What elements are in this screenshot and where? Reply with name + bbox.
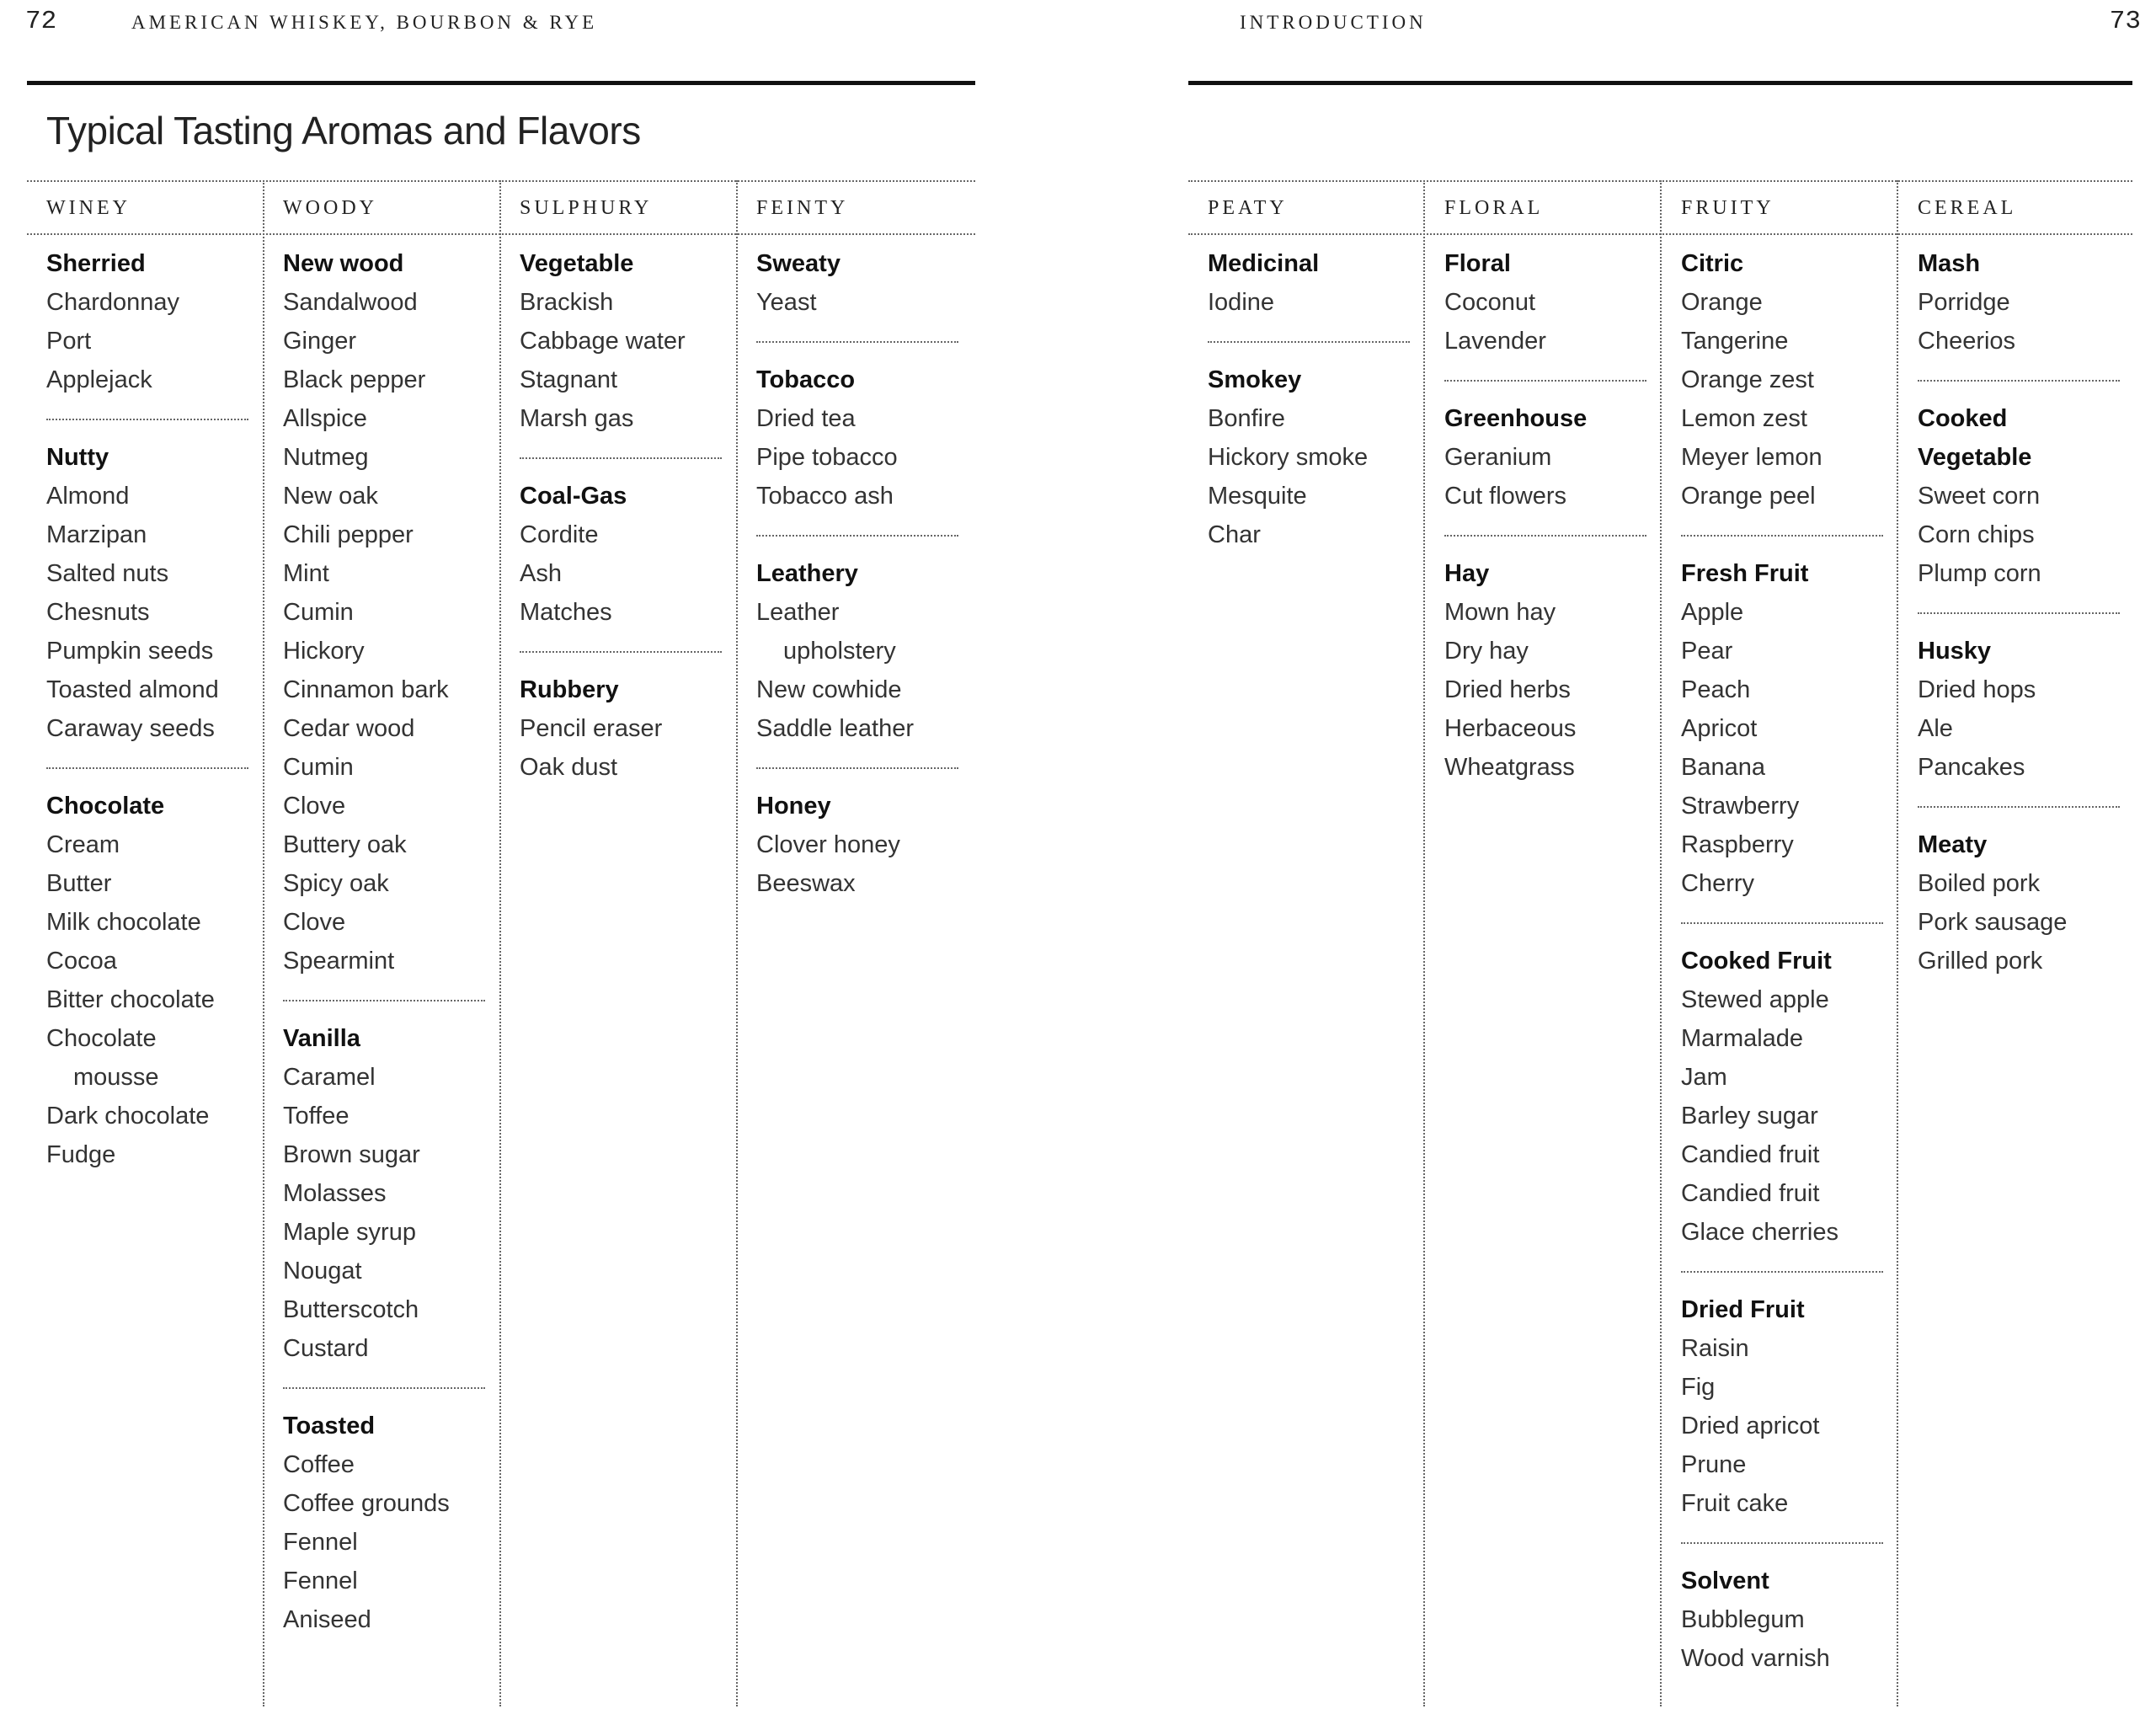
flavor-item: Ale (1918, 715, 1953, 742)
flavor-item: Fennel (283, 1529, 358, 1556)
group-separator (1444, 380, 1646, 382)
flavor-item: Candied fruit (1681, 1141, 1820, 1168)
right-page-number: 73 (2109, 7, 2141, 36)
left-top-rule (27, 81, 975, 85)
flavor-item: Chardonnay (46, 289, 179, 316)
flavor-item: Spicy oak (283, 870, 389, 897)
group-title: Husky (1918, 638, 1992, 665)
column-divider (1423, 180, 1425, 1706)
flavor-item: New oak (283, 483, 378, 510)
flavor-item: Cedar wood (283, 715, 415, 742)
group-separator (1681, 1542, 1883, 1544)
column-sulphury (520, 244, 722, 787)
flavor-group (1444, 244, 1646, 360)
flavor-item: Clover honey (756, 831, 900, 858)
flavor-group (1681, 1562, 1883, 1678)
flavor-item: Leather (756, 599, 840, 626)
flavor-item: Wheatgrass (1444, 754, 1575, 781)
flavor-item: Coffee grounds (283, 1490, 450, 1517)
group-title: Sherried (46, 250, 146, 277)
flavor-item: upholstery (783, 638, 896, 665)
column-woody (283, 244, 485, 1639)
flavor-item: Caraway seeds (46, 715, 215, 742)
flavor-group (1918, 825, 2120, 980)
group-title: Toasted (283, 1413, 376, 1439)
flavor-item: Butter (46, 870, 112, 897)
column-floral (1444, 244, 1646, 787)
flavor-item: Butterscotch (283, 1296, 419, 1323)
group-title: Honey (756, 793, 831, 820)
flavor-item: Pancakes (1918, 754, 2025, 781)
group-separator (283, 1000, 485, 1001)
flavor-item: Grilled pork (1918, 948, 2043, 975)
right-top-rule (1188, 81, 2132, 85)
flavor-item: Apple (1681, 599, 1744, 626)
left-page-number: 72 (25, 7, 57, 36)
group-separator (1681, 1271, 1883, 1273)
group-title: Greenhouse (1444, 405, 1588, 432)
flavor-item: Milk chocolate (46, 909, 201, 936)
flavor-group (283, 1407, 485, 1639)
group-separator (46, 767, 248, 769)
flavor-group (520, 670, 722, 787)
flavor-item: Matches (520, 599, 612, 626)
group-title: Floral (1444, 250, 1511, 277)
flavor-item: Chesnuts (46, 599, 150, 626)
column-header-feinty: FEINTY (756, 197, 849, 219)
group-separator (756, 767, 958, 769)
flavor-item: Bubblegum (1681, 1606, 1805, 1633)
group-title: Medicinal (1208, 250, 1320, 277)
column-peaty (1208, 244, 1410, 554)
flavor-item: Black pepper (283, 366, 426, 393)
group-title: Citric (1681, 250, 1744, 277)
group-title: Meaty (1918, 831, 1988, 858)
flavor-item: Applejack (46, 366, 152, 393)
flavor-group (1208, 360, 1410, 554)
group-title: Fresh Fruit (1681, 560, 1809, 587)
flavor-item: New cowhide (756, 676, 902, 703)
flavor-item: Raisin (1681, 1335, 1749, 1362)
flavor-item: Spearmint (283, 948, 395, 975)
flavor-item: Strawberry (1681, 793, 1800, 820)
group-separator (520, 651, 722, 653)
flavor-item: Mesquite (1208, 483, 1307, 510)
flavor-item: Maple syrup (283, 1219, 416, 1246)
flavor-item: Cherry (1681, 870, 1755, 897)
group-separator (283, 1387, 485, 1389)
flavor-item: Stewed apple (1681, 986, 1829, 1013)
group-separator (1681, 922, 1883, 924)
group-separator (1444, 535, 1646, 537)
column-feinty (756, 244, 958, 903)
right-running-head: INTRODUCTION (1240, 12, 1427, 33)
group-title: Sweaty (756, 250, 841, 277)
flavor-item: Jam (1681, 1064, 1727, 1091)
flavor-group (1208, 244, 1410, 322)
flavor-item: Caramel (283, 1064, 376, 1091)
flavor-item: Orange peel (1681, 483, 1816, 510)
group-title: Vegetable (520, 250, 634, 277)
group-title: Tobacco (756, 366, 856, 393)
flavor-item: Corn chips (1918, 521, 2035, 548)
flavor-item: Tobacco ash (756, 483, 894, 510)
flavor-item: Geranium (1444, 444, 1552, 471)
flavor-item: Bonfire (1208, 405, 1285, 432)
flavor-item: Aniseed (283, 1606, 371, 1633)
flavor-group (46, 244, 248, 399)
flavor-item: Allspice (283, 405, 367, 432)
flavor-item: Bitter chocolate (46, 986, 215, 1013)
group-separator (1918, 612, 2120, 614)
flavor-item: Candied fruit (1681, 1180, 1820, 1207)
flavor-item: Pumpkin seeds (46, 638, 214, 665)
flavor-item: Fennel (283, 1567, 358, 1594)
flavor-item: Clove (283, 793, 346, 820)
flavor-item: Mint (283, 560, 329, 587)
flavor-item: Chocolate (46, 1025, 157, 1052)
flavor-group (756, 360, 958, 515)
flavor-item: Coconut (1444, 289, 1536, 316)
flavor-item: Dried apricot (1681, 1413, 1820, 1439)
flavor-item: Oak dust (520, 754, 618, 781)
flavor-item: Dried tea (756, 405, 856, 432)
flavor-item: Cinnamon bark (283, 676, 449, 703)
flavor-item: Barley sugar (1681, 1103, 1818, 1130)
flavor-group (1444, 399, 1646, 515)
group-separator (1208, 341, 1410, 343)
flavor-item: Cumin (283, 599, 354, 626)
flavor-group (1681, 942, 1883, 1252)
flavor-item: Cheerios (1918, 328, 2016, 355)
flavor-item: Nougat (283, 1258, 362, 1284)
group-title: Leathery (756, 560, 858, 587)
header-bottom-rule-left (27, 233, 975, 235)
group-separator (46, 419, 248, 420)
flavor-item: Fig (1681, 1374, 1716, 1401)
column-header-cereal: CEREAL (1918, 197, 2017, 219)
flavor-group (756, 554, 958, 748)
flavor-item: Mown hay (1444, 599, 1556, 626)
flavor-item: Sweet corn (1918, 483, 2041, 510)
group-title: Mash (1918, 250, 1981, 277)
flavor-item: Glace cherries (1681, 1219, 1838, 1246)
flavor-item: Iodine (1208, 289, 1275, 316)
group-separator (1918, 380, 2120, 382)
column-divider (1660, 180, 1662, 1706)
column-header-peaty: PEATY (1208, 197, 1288, 219)
flavor-item: Pencil eraser (520, 715, 663, 742)
flavor-item: Char (1208, 521, 1261, 548)
group-separator (756, 341, 958, 343)
flavor-item: Cordite (520, 521, 599, 548)
flavor-item: Apricot (1681, 715, 1758, 742)
flavor-item: Banana (1681, 754, 1765, 781)
flavor-group (283, 1019, 485, 1368)
column-divider (263, 180, 264, 1706)
group-title: Hay (1444, 560, 1490, 587)
flavor-item: Prune (1681, 1451, 1747, 1478)
flavor-item: Orange zest (1681, 366, 1814, 393)
group-title: Dried Fruit (1681, 1296, 1805, 1323)
flavor-group (1918, 244, 2120, 360)
column-divider (1897, 180, 1898, 1706)
flavor-item: Porridge (1918, 289, 2010, 316)
flavor-item: Orange (1681, 289, 1763, 316)
flavor-item: Cut flowers (1444, 483, 1567, 510)
flavor-item: Plump corn (1918, 560, 2041, 587)
flavor-item: Buttery oak (283, 831, 407, 858)
group-title-continued: Vegetable (1918, 444, 2032, 471)
column-header-winey: WINEY (46, 197, 131, 219)
flavor-group (756, 787, 958, 903)
flavor-item: Meyer lemon (1681, 444, 1822, 471)
flavor-item: Fruit cake (1681, 1490, 1789, 1517)
flavor-item: Pear (1681, 638, 1733, 665)
flavor-item: Boiled pork (1918, 870, 2041, 897)
flavor-item: Marmalade (1681, 1025, 1804, 1052)
flavor-item: Hickory (283, 638, 365, 665)
flavor-item: Cumin (283, 754, 354, 781)
flavor-item: Herbaceous (1444, 715, 1577, 742)
flavor-item: Chili pepper (283, 521, 414, 548)
page-title: Typical Tasting Aromas and Flavors (46, 109, 641, 152)
flavor-item: Cocoa (46, 948, 117, 975)
flavor-item: Dried herbs (1444, 676, 1571, 703)
flavor-item: Raspberry (1681, 831, 1794, 858)
group-title: Cooked Fruit (1681, 948, 1832, 975)
flavor-item: Almond (46, 483, 130, 510)
group-separator (520, 457, 722, 459)
flavor-item: Toffee (283, 1103, 350, 1130)
flavor-group (46, 787, 248, 1174)
flavor-group (283, 244, 485, 980)
flavor-item: Saddle leather (756, 715, 915, 742)
flavor-group (1681, 554, 1883, 903)
group-title: Cooked (1918, 405, 2008, 432)
column-cereal (1918, 244, 2120, 980)
flavor-item: Molasses (283, 1180, 387, 1207)
group-title: Rubbery (520, 676, 619, 703)
flavor-item: Beeswax (756, 870, 856, 897)
group-title: Chocolate (46, 793, 165, 820)
flavor-item: Brackish (520, 289, 614, 316)
flavor-item: Marsh gas (520, 405, 634, 432)
group-title: Coal-Gas (520, 483, 627, 510)
column-divider (736, 180, 738, 1706)
flavor-item: Dry hay (1444, 638, 1529, 665)
column-header-woody: WOODY (283, 197, 377, 219)
flavor-item: Yeast (756, 289, 817, 316)
flavor-item: Peach (1681, 676, 1751, 703)
flavor-item: Tangerine (1681, 328, 1789, 355)
group-title: Solvent (1681, 1567, 1769, 1594)
flavor-item: Pork sausage (1918, 909, 2068, 936)
flavor-item: Ginger (283, 328, 357, 355)
column-header-fruity: FRUITY (1681, 197, 1774, 219)
flavor-item: Sandalwood (283, 289, 418, 316)
flavor-item: Salted nuts (46, 560, 169, 587)
flavor-item: Ash (520, 560, 562, 587)
column-divider (499, 180, 501, 1706)
flavor-item: Cream (46, 831, 120, 858)
flavor-group (46, 438, 248, 748)
flavor-item: Wood varnish (1681, 1645, 1830, 1672)
column-winey (46, 244, 248, 1174)
flavor-group (1681, 244, 1883, 515)
flavor-item: Stagnant (520, 366, 618, 393)
flavor-group (1444, 554, 1646, 787)
flavor-group (1918, 399, 2120, 593)
flavor-group (520, 477, 722, 632)
flavor-item: Toasted almond (46, 676, 219, 703)
group-separator (1918, 806, 2120, 808)
flavor-group (756, 244, 958, 322)
flavor-item: Dark chocolate (46, 1103, 210, 1130)
group-separator (756, 535, 958, 537)
flavor-item: Port (46, 328, 92, 355)
flavor-item: Lavender (1444, 328, 1546, 355)
flavor-group (520, 244, 722, 438)
flavor-item: Hickory smoke (1208, 444, 1369, 471)
left-running-head: AMERICAN WHISKEY, BOURBON & RYE (131, 12, 598, 33)
flavor-item: Cabbage water (520, 328, 686, 355)
group-separator (1681, 535, 1883, 537)
flavor-item: Marzipan (46, 521, 147, 548)
group-title: Vanilla (283, 1025, 360, 1052)
flavor-item: Custard (283, 1335, 369, 1362)
flavor-group (1918, 632, 2120, 787)
column-header-floral: FLORAL (1444, 197, 1544, 219)
group-title: Nutty (46, 444, 109, 471)
column-header-sulphury: SULPHURY (520, 197, 653, 219)
flavor-item: Nutmeg (283, 444, 369, 471)
group-title: Smokey (1208, 366, 1302, 393)
flavor-item: Clove (283, 909, 346, 936)
flavor-item: Brown sugar (283, 1141, 420, 1168)
flavor-item: Fudge (46, 1141, 116, 1168)
flavor-group (1681, 1290, 1883, 1523)
flavor-item: mousse (73, 1064, 159, 1091)
flavor-item: Lemon zest (1681, 405, 1807, 432)
column-fruity (1681, 244, 1883, 1678)
group-title: New wood (283, 250, 404, 277)
table-top-rule-left (27, 180, 975, 182)
flavor-item: Coffee (283, 1451, 355, 1478)
flavor-item: Dried hops (1918, 676, 2036, 703)
flavor-item: Pipe tobacco (756, 444, 898, 471)
